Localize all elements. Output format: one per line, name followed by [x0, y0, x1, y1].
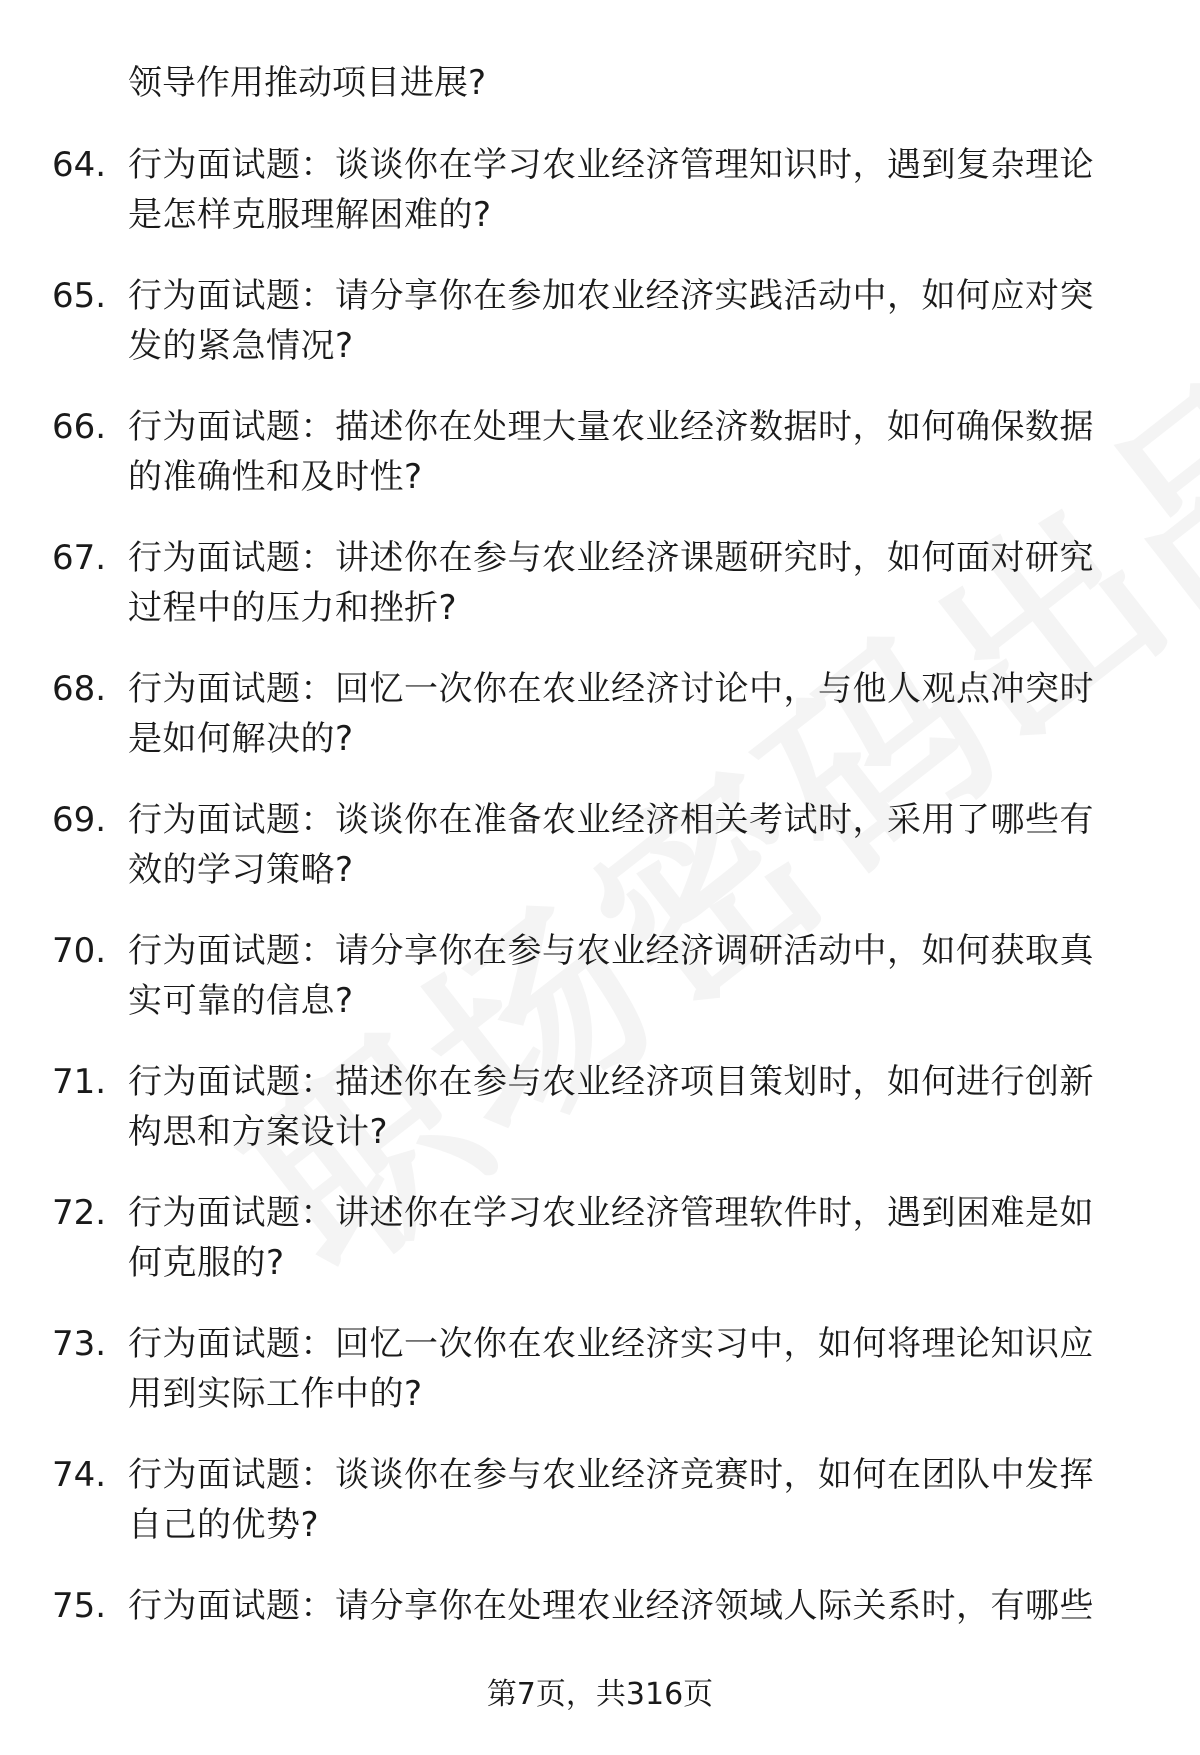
question-line: 行为面试题：请分享你在参与农业经济调研活动中，如何获取真 [128, 931, 1094, 971]
question-line: 行为面试题：请分享你在处理农业经济领域人际关系时，有哪些 [128, 1586, 1094, 1626]
question-line: 行为面试题：谈谈你在准备农业经济相关考试时，采用了哪些有 [128, 800, 1094, 840]
question-item [0, 402, 1200, 533]
question-line: 何克服的? [128, 1243, 285, 1283]
question-item [0, 533, 1200, 664]
question-line: 效的学习策略? [128, 850, 354, 890]
question-number: 66. [52, 407, 107, 447]
question-item [0, 1057, 1200, 1188]
question-text [128, 140, 1138, 240]
question-item [0, 795, 1200, 926]
question-line: 行为面试题：回忆一次你在农业经济实习中，如何将理论知识应 [128, 1324, 1094, 1364]
question-line: 构思和方案设计? [128, 1112, 389, 1152]
question-line: 行为面试题：描述你在参与农业经济项目策划时，如何进行创新 [128, 1062, 1094, 1102]
question-line: 是怎样克服理解困难的? [128, 195, 492, 235]
question-text [128, 271, 1138, 371]
question-line: 实可靠的信息? [128, 981, 354, 1021]
question-item [0, 140, 1200, 271]
question-line: 行为面试题：请分享你在参加农业经济实践活动中，如何应对突 [128, 276, 1094, 316]
question-text [128, 664, 1138, 764]
question-line: 发的紧急情况? [128, 326, 354, 366]
question-item [0, 1188, 1200, 1319]
question-line: 行为面试题：描述你在处理大量农业经济数据时，如何确保数据 [128, 407, 1094, 447]
question-line: 行为面试题：回忆一次你在农业经济讨论中，与他人观点冲突时 [128, 669, 1094, 709]
question-line: 行为面试题：谈谈你在学习农业经济管理知识时，遇到复杂理论 [128, 145, 1094, 185]
question-text [128, 1581, 1138, 1631]
question-number: 65. [52, 276, 107, 316]
question-line: 过程中的压力和挫折? [128, 588, 458, 628]
question-number: 64. [52, 145, 107, 185]
question-number: 75. [52, 1586, 107, 1626]
question-item [0, 271, 1200, 402]
question-number: 72. [52, 1193, 107, 1233]
question-item [0, 664, 1200, 795]
question-item [0, 1450, 1200, 1581]
question-continuation: 领导作用推动项目进展? [128, 63, 487, 103]
question-text [128, 533, 1138, 633]
question-line: 行为面试题：讲述你在学习农业经济管理软件时，遇到困难是如 [128, 1193, 1094, 1233]
question-text [128, 1319, 1138, 1419]
question-text [128, 1188, 1138, 1288]
page-footer: 第7页，共316页 [486, 1677, 714, 1712]
question-item [0, 926, 1200, 1057]
question-line: 行为面试题：谈谈你在参与农业经济竞赛时，如何在团队中发挥 [128, 1455, 1094, 1495]
question-text [128, 926, 1138, 1026]
question-list [0, 140, 1200, 1712]
question-text [128, 1450, 1138, 1550]
question-text [128, 402, 1138, 502]
question-number: 69. [52, 800, 107, 840]
question-number: 71. [52, 1062, 107, 1102]
question-number: 73. [52, 1324, 107, 1364]
question-line: 用到实际工作中的? [128, 1374, 423, 1414]
question-line: 自己的优势? [128, 1505, 320, 1545]
question-item [0, 1319, 1200, 1450]
question-line: 行为面试题：讲述你在参与农业经济课题研究时，如何面对研究 [128, 538, 1094, 578]
question-line: 是如何解决的? [128, 719, 354, 759]
question-text [128, 1057, 1138, 1157]
question-text [128, 795, 1138, 895]
question-number: 67. [52, 538, 107, 578]
question-line: 的准确性和及时性? [128, 457, 423, 497]
question-number: 70. [52, 931, 107, 971]
question-number: 68. [52, 669, 107, 709]
question-number: 74. [52, 1455, 107, 1495]
